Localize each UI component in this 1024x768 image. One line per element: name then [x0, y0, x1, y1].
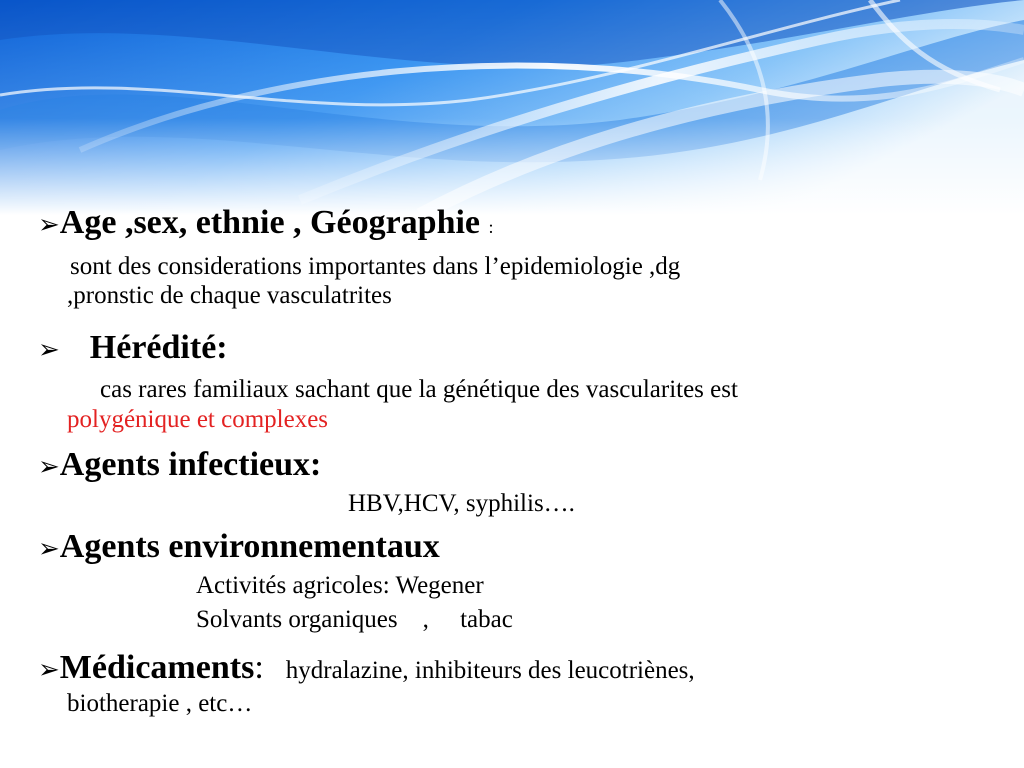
arrow-bullet-icon: ➢ [38, 534, 60, 564]
arrow-bullet-icon: ➢ [38, 452, 60, 482]
body-line: Activités agricoles: Wegener [196, 572, 484, 599]
body-line: ,pronstic de chaque vasculatrites [67, 282, 392, 309]
body-line: sont des considerations importantes dans l’epidemiologie ,dg [70, 253, 681, 280]
body-line: HBV,HCV, syphilis…. [348, 490, 575, 517]
highlight-red-text: polygénique et complexes [67, 406, 329, 433]
body-line: biotherapie , etc… [67, 690, 253, 717]
arrow-bullet-icon: ➢ [38, 210, 60, 240]
heading-age-sex: ➢Age ,sex, ethnie , Géographie : [38, 204, 494, 241]
arrow-bullet-icon: ➢ [38, 655, 60, 685]
heading-medicaments: ➢Médicaments: hydralazine, inhibiteurs des leucotriènes, [38, 649, 695, 686]
arrow-bullet-icon: ➢ [38, 335, 60, 365]
heading-agents-infectieux: ➢Agents infectieux: [38, 446, 322, 483]
body-line: Solvants organiques , tabac [196, 606, 513, 633]
heading-heredite: ➢ Hérédité: [38, 329, 228, 366]
heading-agents-environnementaux: ➢Agents environnementaux [38, 528, 440, 565]
body-line: cas rares familiaux sachant que la génétique des vascularites est [100, 376, 738, 403]
